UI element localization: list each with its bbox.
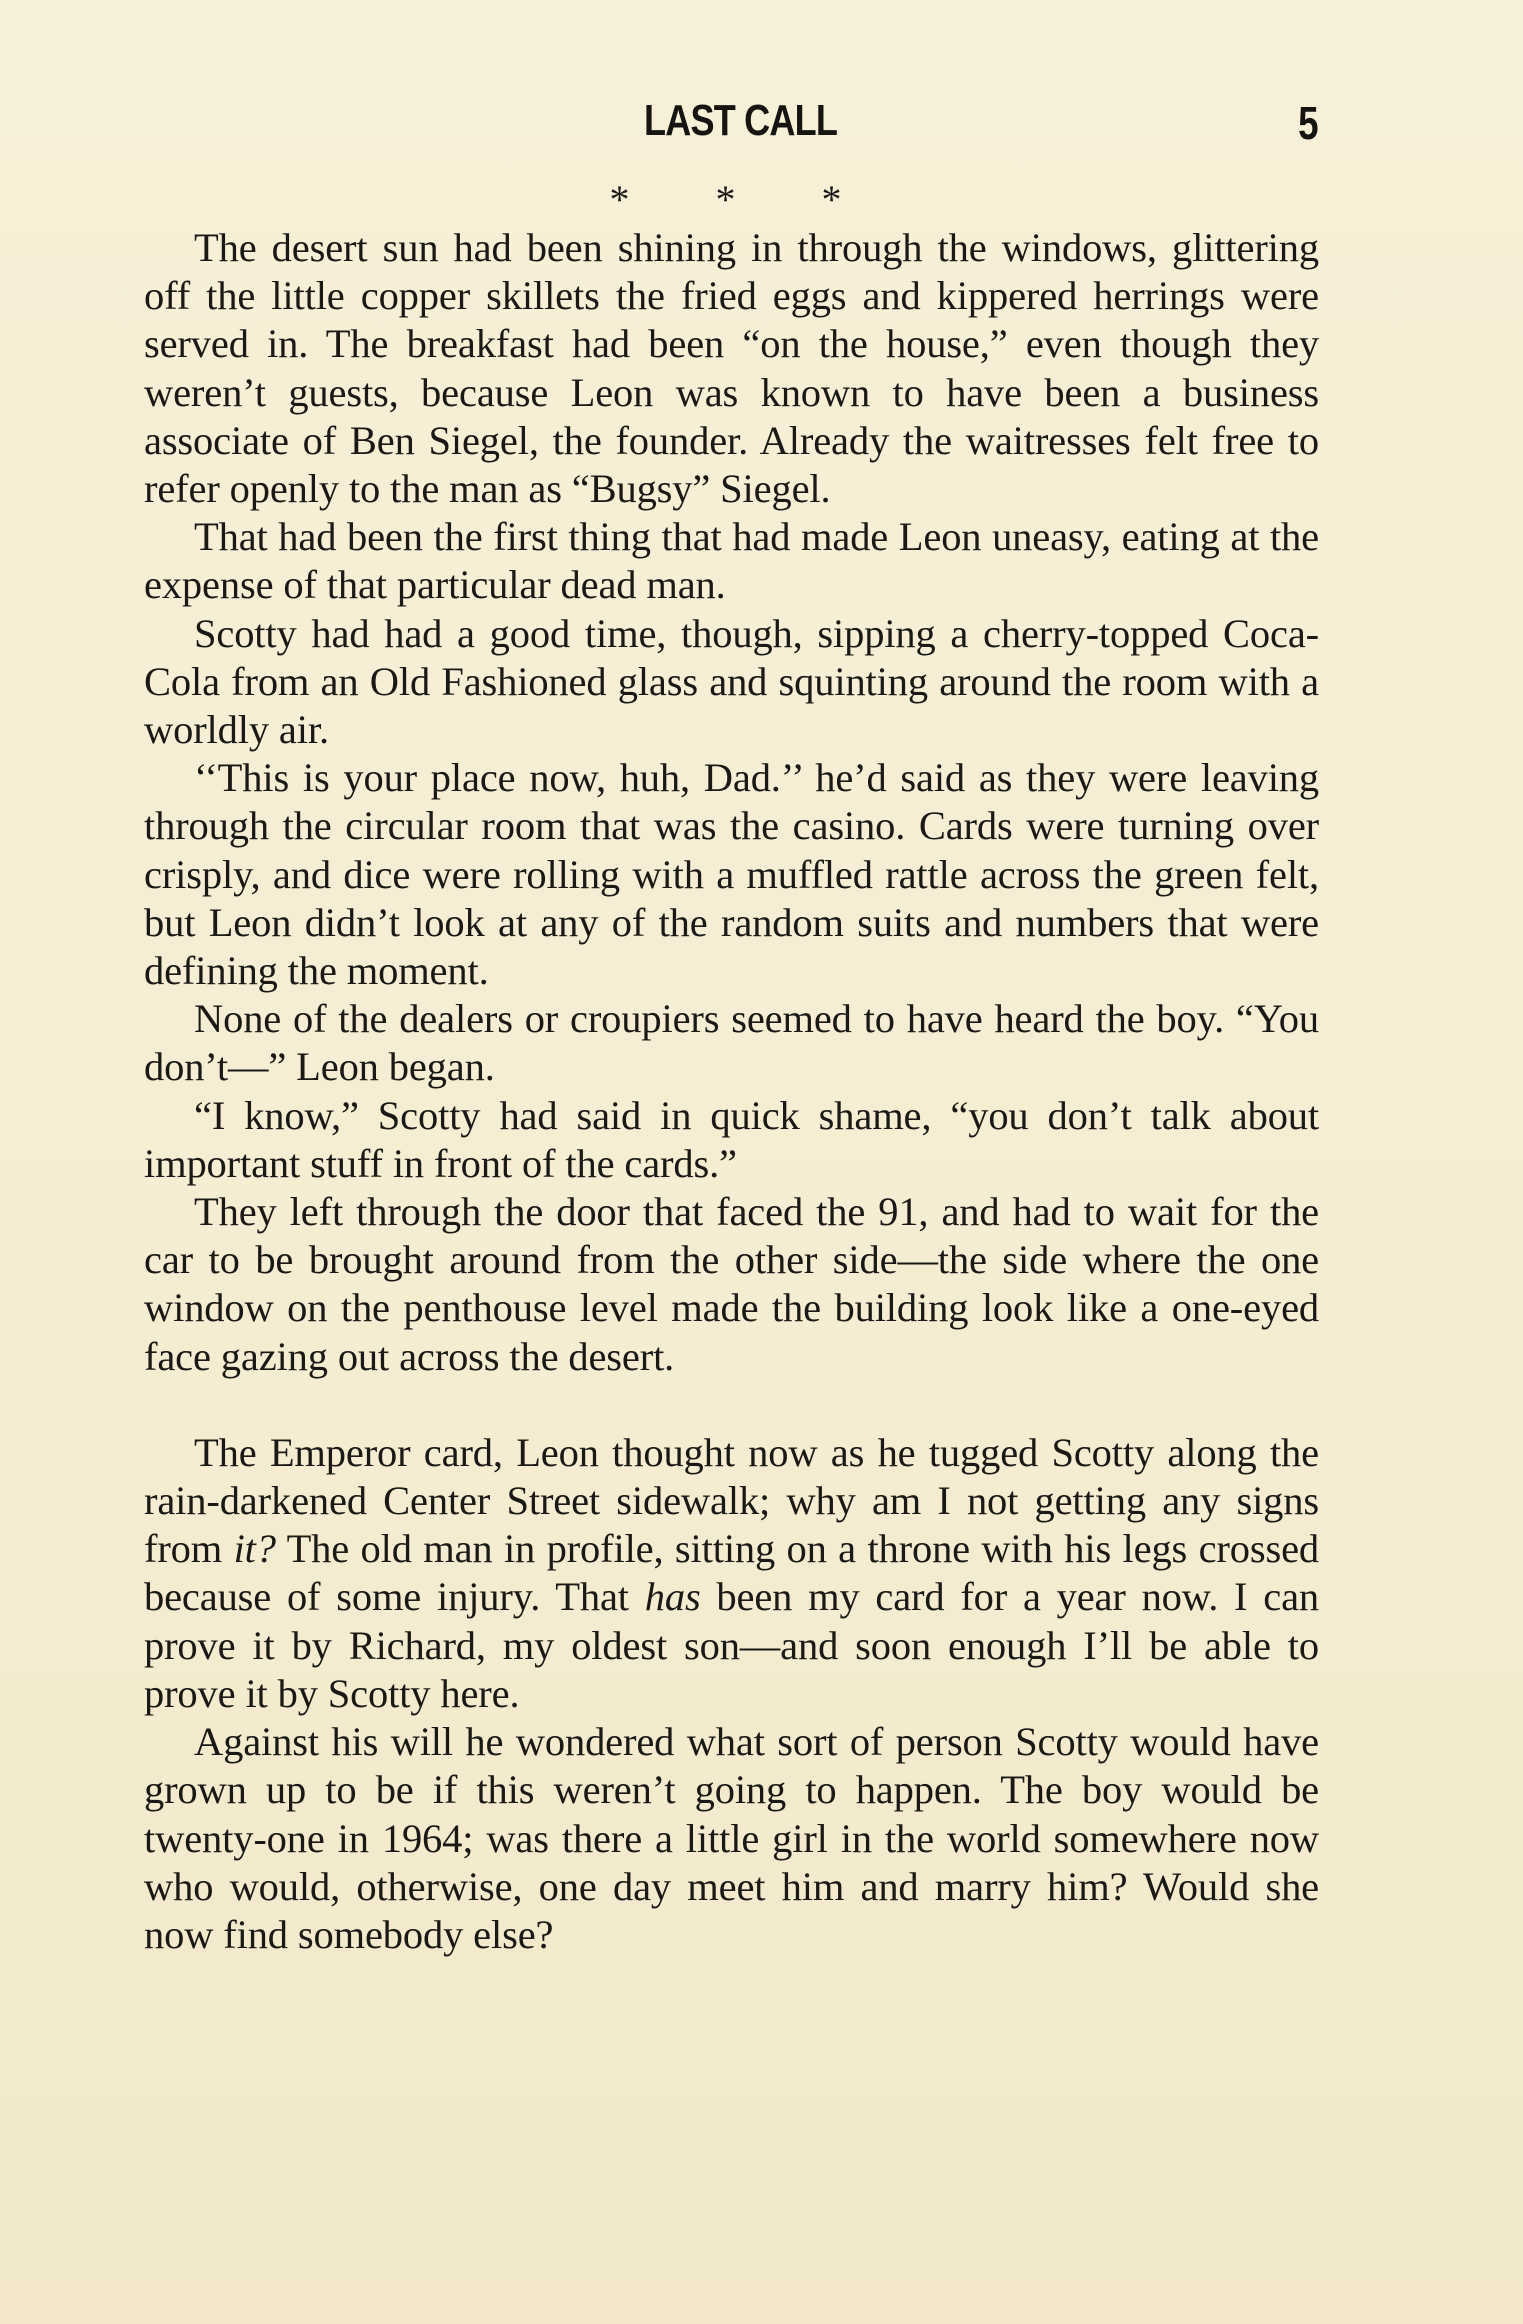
section-separator: * * * [609, 177, 880, 222]
paragraph: None of the dealers or croupiers seemed to have heard the boy. “You don’t—” Leon began. [144, 996, 1319, 1090]
page-header [144, 96, 1319, 156]
paragraph-text: The old man in profile, sitting on a throne with his legs crossed because of some injury. That [144, 1526, 1319, 1620]
emphasis: has [644, 1574, 701, 1620]
page-number: 5 [1298, 97, 1319, 149]
paragraph: Scotty had had a good time, though, sipping a cherry-topped Coca-Cola from an Old Fashioned glass and squinting around the room with a worldly air. [144, 610, 1319, 753]
body-text [144, 176, 1319, 1959]
section-break [144, 1381, 1319, 1429]
paragraph: They left through the door that faced the 91, and had to wait for the car to be brought around from the other side—the side where the one window on the penthouse level made the building look like a one-eyed face gazing out across the desert. [144, 1189, 1319, 1379]
running-head: LAST CALL [644, 96, 838, 145]
paragraph-text: been my card for a year now. I can prove it by Richard, my oldest son—and soon enough I’ll be able to prove it by Scotty here. [144, 1574, 1319, 1716]
paragraph: The desert sun had been shining in through the windows, glittering off the little copper skillets the fried eggs and kippered herrings were served in. The breakfast had been “on the house,” even though they weren’t guests, because Leon was known to have been a business associate of Ben Siegel, the founder. Already the waitresses felt free to refer openly to the man as “Bugsy” Siegel. [144, 225, 1319, 512]
paragraph: ‘‘This is your place now, huh, Dad.’’ he’d said as they were leaving through the circular room that was the casino. Cards were turning over crisply, and dice were rolling with a muffled rattle across the green felt, but Leon didn’t look at any of the random suits and numbers that were defining the moment. [144, 755, 1319, 994]
paragraph: Against his will he wondered what sort of person Scotty would have grown up to be if this weren’t going to happen. The boy would be twenty-one in 1964; was there a little girl in the world somewhere now who would, otherwise, one day meet him and marry him? Would she now find somebody else? [144, 1719, 1319, 1957]
emphasis: it? [233, 1526, 276, 1572]
paragraph: “I know,” Scotty had said in quick shame, “you don’t talk about important stuff in front of the cards.” [144, 1092, 1319, 1186]
paragraph: That had been the first thing that had made Leon uneasy, eating at the expense of that particular dead man. [144, 514, 1319, 608]
paragraph-text: The Emperor card, Leon thought now as he tugged Scotty along the rain-darkened Center Street sidewalk; why am I not getting any signs from [144, 1429, 1319, 1572]
paragraph [144, 1429, 1319, 1718]
